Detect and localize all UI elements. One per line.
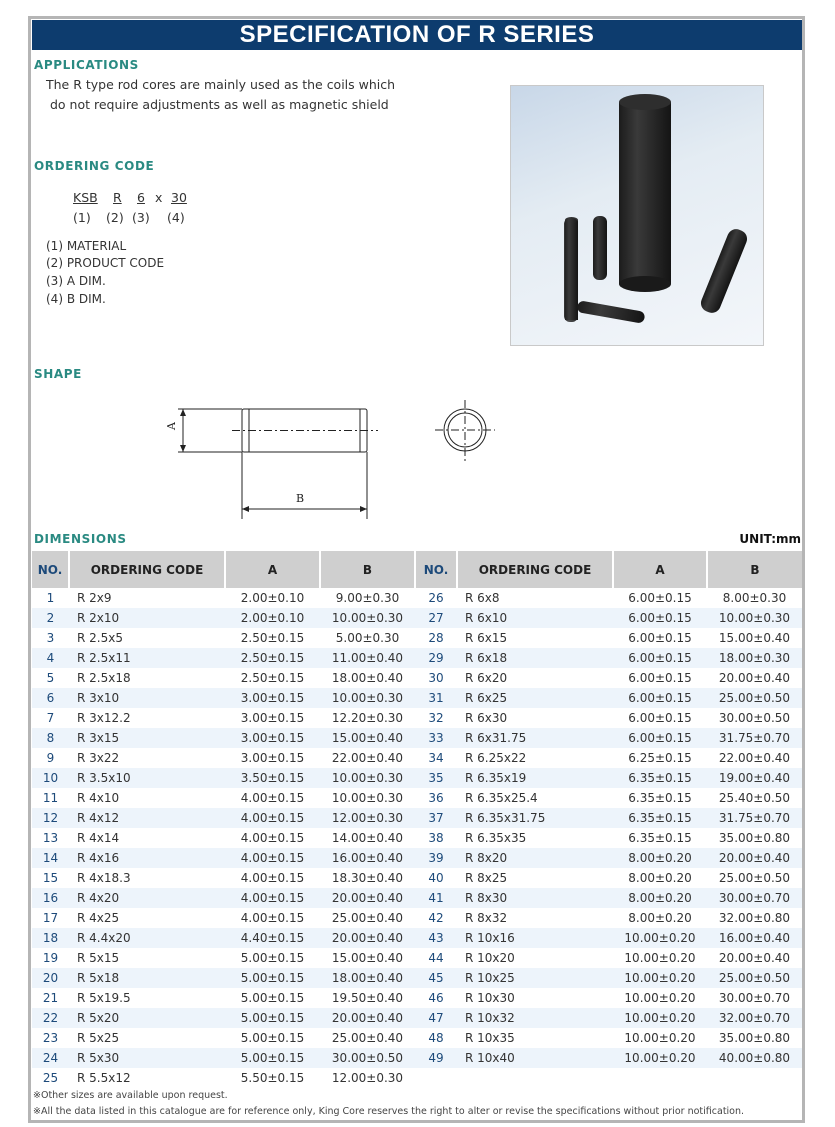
table-row <box>32 948 802 968</box>
cell-b: 19.00±0.40 <box>707 768 802 788</box>
cell-a: 4.00±0.15 <box>225 788 320 808</box>
cell-no: 24 <box>32 1048 69 1068</box>
cell-ordering-code: R 6x31.75 <box>457 728 613 748</box>
cell-ordering-code: R 10x30 <box>457 988 613 1008</box>
cell-b: 15.00±0.40 <box>320 948 415 968</box>
cell-ordering-code: R 8x32 <box>457 908 613 928</box>
cell-ordering-code: R 10x40 <box>457 1048 613 1068</box>
cell-a: 3.50±0.15 <box>225 768 320 788</box>
cell-a: 3.00±0.15 <box>225 688 320 708</box>
cell-ordering-code: R 6x18 <box>457 648 613 668</box>
cell-a: 6.00±0.15 <box>613 628 707 648</box>
cell-ordering-code: R 10x20 <box>457 948 613 968</box>
cell-b: 35.00±0.80 <box>707 828 802 848</box>
header-no-2: NO. <box>415 551 457 588</box>
cell-no: 7 <box>32 708 69 728</box>
unit-label: UNIT:mm <box>739 532 801 546</box>
table-row <box>32 828 802 848</box>
cell-ordering-code: R 6.35x35 <box>457 828 613 848</box>
table-row <box>32 848 802 868</box>
cell-a: 6.00±0.15 <box>613 608 707 628</box>
table-row <box>32 928 802 948</box>
shape-label-a: A <box>165 422 178 430</box>
cell-a: 6.00±0.15 <box>613 588 707 608</box>
page-title: SPECIFICATION OF R SERIES <box>32 20 802 50</box>
cell-b: 18.30±0.40 <box>320 868 415 888</box>
cell-b: 20.00±0.40 <box>320 928 415 948</box>
cell-ordering-code: R 6x25 <box>457 688 613 708</box>
cell-b: 5.00±0.30 <box>320 628 415 648</box>
cell-b: 12.00±0.30 <box>320 808 415 828</box>
cell-no: 12 <box>32 808 69 828</box>
cell-no: 17 <box>32 908 69 928</box>
table-row <box>32 768 802 788</box>
cell-ordering-code: R 10x32 <box>457 1008 613 1028</box>
cell-a: 2.00±0.10 <box>225 608 320 628</box>
cell-ordering-code: R 3x10 <box>69 688 225 708</box>
cell-ordering-code: R 2.5x18 <box>69 668 225 688</box>
cell-b: 20.00±0.40 <box>707 948 802 968</box>
cell-a: 8.00±0.20 <box>613 888 707 908</box>
cell-a: 6.00±0.15 <box>613 708 707 728</box>
cell-ordering-code: R 4x20 <box>69 888 225 908</box>
cell-no: 48 <box>415 1028 457 1048</box>
code-part-x: x <box>155 190 163 205</box>
cell-b: 11.00±0.40 <box>320 648 415 668</box>
cell-no: 4 <box>32 648 69 668</box>
cell-ordering-code: R 2x9 <box>69 588 225 608</box>
header-ordering-code-2: ORDERING CODE <box>457 551 613 588</box>
cell-a: 2.50±0.15 <box>225 628 320 648</box>
cell-b: 30.00±0.70 <box>707 888 802 908</box>
cell-ordering-code: R 3x15 <box>69 728 225 748</box>
cell-a: 4.00±0.15 <box>225 808 320 828</box>
cell-b: 30.00±0.50 <box>320 1048 415 1068</box>
cell-a: 2.00±0.10 <box>225 588 320 608</box>
cell-b: 14.00±0.40 <box>320 828 415 848</box>
cell-ordering-code: R 6x30 <box>457 708 613 728</box>
cell-no: 29 <box>415 648 457 668</box>
cell-a: 10.00±0.20 <box>613 1008 707 1028</box>
cell-no: 18 <box>32 928 69 948</box>
cell-no: 35 <box>415 768 457 788</box>
cell-ordering-code: R 2.5x11 <box>69 648 225 668</box>
cell-no: 36 <box>415 788 457 808</box>
dimensions-table <box>32 551 802 1088</box>
dimensions-heading: DIMENSIONS <box>34 532 127 546</box>
shape-label-b: B <box>296 492 305 505</box>
cell-a: 10.00±0.20 <box>613 928 707 948</box>
cell-ordering-code: R 5x18 <box>69 968 225 988</box>
cell-b: 22.00±0.40 <box>707 748 802 768</box>
legend-a-dim: (3) A DIM. <box>46 274 106 288</box>
cell-no: 31 <box>415 688 457 708</box>
cell-ordering-code: R 6x15 <box>457 628 613 648</box>
cell-no: 38 <box>415 828 457 848</box>
cell-ordering-code: R 5.5x12 <box>69 1068 225 1088</box>
code-index-2: (2) <box>106 210 124 225</box>
code-part-b: 30 <box>171 190 187 205</box>
cell-no: 46 <box>415 988 457 1008</box>
cell-ordering-code: R 4x14 <box>69 828 225 848</box>
legend-material: (1) MATERIAL <box>46 239 127 253</box>
cell-b: 30.00±0.50 <box>707 708 802 728</box>
cell-a: 6.00±0.15 <box>613 648 707 668</box>
cell-no: 45 <box>415 968 457 988</box>
cell-no <box>415 1068 457 1088</box>
cell-ordering-code: R 8x20 <box>457 848 613 868</box>
cell-no: 19 <box>32 948 69 968</box>
table-row <box>32 748 802 768</box>
cell-b: 20.00±0.40 <box>707 848 802 868</box>
cell-ordering-code: R 10x16 <box>457 928 613 948</box>
cell-no: 23 <box>32 1028 69 1048</box>
cell-ordering-code: R 4x12 <box>69 808 225 828</box>
cell-ordering-code: R 4x25 <box>69 908 225 928</box>
cell-ordering-code: R 5x19.5 <box>69 988 225 1008</box>
cell-b <box>707 1068 802 1088</box>
product-photo <box>510 85 764 346</box>
note-disclaimer: ※All the data listed in this catalogue are for reference only, King Core reserves the right to alter or revise the specifications without prior notification. <box>33 1106 745 1117</box>
rod-cores-image <box>511 86 763 345</box>
cell-ordering-code: R 4x18.3 <box>69 868 225 888</box>
table-row <box>32 608 802 628</box>
cell-no: 11 <box>32 788 69 808</box>
code-part-material: KSB <box>73 190 98 205</box>
cell-no: 14 <box>32 848 69 868</box>
cell-no: 9 <box>32 748 69 768</box>
cell-no: 1 <box>32 588 69 608</box>
applications-heading: APPLICATIONS <box>34 58 139 72</box>
cell-no: 39 <box>415 848 457 868</box>
cell-b: 15.00±0.40 <box>320 728 415 748</box>
cell-b: 15.00±0.40 <box>707 628 802 648</box>
header-b-2: B <box>707 551 802 588</box>
legend-product-code: (2) PRODUCT CODE <box>46 256 165 270</box>
cell-b: 30.00±0.70 <box>707 988 802 1008</box>
cell-a: 6.35±0.15 <box>613 808 707 828</box>
cell-ordering-code: R 5x25 <box>69 1028 225 1048</box>
applications-line-2: do not require adjustments as well as magnetic shield <box>50 97 389 112</box>
table-row <box>32 628 802 648</box>
cell-no: 16 <box>32 888 69 908</box>
cell-ordering-code: R 8x25 <box>457 868 613 888</box>
cell-a: 5.00±0.15 <box>225 988 320 1008</box>
cell-b: 32.00±0.70 <box>707 1008 802 1028</box>
cell-no: 10 <box>32 768 69 788</box>
cell-no: 43 <box>415 928 457 948</box>
cell-no: 5 <box>32 668 69 688</box>
table-row <box>32 688 802 708</box>
cell-a: 10.00±0.20 <box>613 1048 707 1068</box>
cell-b: 20.00±0.40 <box>320 1008 415 1028</box>
code-index-3: (3) <box>132 210 150 225</box>
cell-no: 8 <box>32 728 69 748</box>
cell-b: 12.20±0.30 <box>320 708 415 728</box>
cell-no: 2 <box>32 608 69 628</box>
cell-a: 2.50±0.15 <box>225 648 320 668</box>
cell-a: 2.50±0.15 <box>225 668 320 688</box>
cell-ordering-code: R 3.5x10 <box>69 768 225 788</box>
cell-a: 6.25±0.15 <box>613 748 707 768</box>
cell-no: 42 <box>415 908 457 928</box>
cell-b: 10.00±0.30 <box>320 688 415 708</box>
cell-ordering-code: R 3x12.2 <box>69 708 225 728</box>
cell-ordering-code: R 5x20 <box>69 1008 225 1028</box>
cell-a: 5.00±0.15 <box>225 1048 320 1068</box>
cell-b: 25.00±0.50 <box>707 968 802 988</box>
cell-ordering-code: R 2.5x5 <box>69 628 225 648</box>
ordering-code-heading: ORDERING CODE <box>34 159 155 173</box>
shape-heading: SHAPE <box>34 367 82 381</box>
table-row <box>32 888 802 908</box>
cell-a: 6.00±0.15 <box>613 728 707 748</box>
applications-line-1: The R type rod cores are mainly used as the coils which <box>46 77 396 92</box>
cell-no: 33 <box>415 728 457 748</box>
cell-a: 8.00±0.20 <box>613 848 707 868</box>
cell-a: 4.00±0.15 <box>225 868 320 888</box>
table-row <box>32 908 802 928</box>
cell-ordering-code: R 6x20 <box>457 668 613 688</box>
cell-b: 32.00±0.80 <box>707 908 802 928</box>
cell-ordering-code: R 5x30 <box>69 1048 225 1068</box>
cell-b: 25.00±0.40 <box>320 908 415 928</box>
cell-no: 22 <box>32 1008 69 1028</box>
cell-b: 31.75±0.70 <box>707 728 802 748</box>
header-no: NO. <box>32 551 69 588</box>
cell-ordering-code: R 6.35x25.4 <box>457 788 613 808</box>
cell-ordering-code: R 2x10 <box>69 608 225 628</box>
cell-no: 6 <box>32 688 69 708</box>
cell-no: 40 <box>415 868 457 888</box>
table-row <box>32 1028 802 1048</box>
cell-ordering-code <box>457 1068 613 1088</box>
cell-no: 13 <box>32 828 69 848</box>
cell-b: 18.00±0.30 <box>707 648 802 668</box>
table-row <box>32 728 802 748</box>
header-ordering-code: ORDERING CODE <box>69 551 225 588</box>
cell-a: 5.50±0.15 <box>225 1068 320 1088</box>
shape-drawing <box>150 396 510 524</box>
header-a: A <box>225 551 320 588</box>
cell-b: 10.00±0.30 <box>320 788 415 808</box>
cell-a: 10.00±0.20 <box>613 968 707 988</box>
cell-b: 31.75±0.70 <box>707 808 802 828</box>
cell-ordering-code: R 6.35x19 <box>457 768 613 788</box>
cell-a: 3.00±0.15 <box>225 748 320 768</box>
cell-no: 26 <box>415 588 457 608</box>
cell-a: 10.00±0.20 <box>613 1028 707 1048</box>
cell-b: 25.40±0.50 <box>707 788 802 808</box>
cell-b: 10.00±0.30 <box>707 608 802 628</box>
legend-b-dim: (4) B DIM. <box>46 292 106 306</box>
table-row <box>32 868 802 888</box>
cell-a: 8.00±0.20 <box>613 908 707 928</box>
cell-ordering-code: R 6x8 <box>457 588 613 608</box>
cell-no: 41 <box>415 888 457 908</box>
cell-a <box>613 1068 707 1088</box>
cell-a: 8.00±0.20 <box>613 868 707 888</box>
cell-b: 25.00±0.50 <box>707 688 802 708</box>
cell-a: 4.00±0.15 <box>225 848 320 868</box>
cell-no: 3 <box>32 628 69 648</box>
cell-a: 4.00±0.15 <box>225 828 320 848</box>
cell-b: 16.00±0.40 <box>320 848 415 868</box>
cell-no: 37 <box>415 808 457 828</box>
cell-a: 5.00±0.15 <box>225 948 320 968</box>
table-row <box>32 588 802 608</box>
cell-a: 3.00±0.15 <box>225 708 320 728</box>
cell-no: 44 <box>415 948 457 968</box>
cell-b: 20.00±0.40 <box>707 668 802 688</box>
cell-b: 20.00±0.40 <box>320 888 415 908</box>
cell-b: 8.00±0.30 <box>707 588 802 608</box>
cell-no: 30 <box>415 668 457 688</box>
cell-ordering-code: R 3x22 <box>69 748 225 768</box>
cell-a: 6.00±0.15 <box>613 688 707 708</box>
cell-a: 4.00±0.15 <box>225 908 320 928</box>
cell-ordering-code: R 5x15 <box>69 948 225 968</box>
cell-b: 35.00±0.80 <box>707 1028 802 1048</box>
table-row <box>32 648 802 668</box>
cell-a: 6.35±0.15 <box>613 828 707 848</box>
header-a-2: A <box>613 551 707 588</box>
cell-ordering-code: R 4x16 <box>69 848 225 868</box>
code-part-a: 6 <box>137 190 145 205</box>
cell-no: 49 <box>415 1048 457 1068</box>
table-row <box>32 1068 802 1088</box>
cell-no: 47 <box>415 1008 457 1028</box>
table-header-row <box>32 551 802 588</box>
cell-b: 16.00±0.40 <box>707 928 802 948</box>
cell-a: 6.35±0.15 <box>613 768 707 788</box>
cell-ordering-code: R 4.4x20 <box>69 928 225 948</box>
note-other-sizes: ※Other sizes are available upon request. <box>33 1090 228 1101</box>
cell-no: 20 <box>32 968 69 988</box>
table-row <box>32 788 802 808</box>
cell-no: 28 <box>415 628 457 648</box>
cell-ordering-code: R 10x35 <box>457 1028 613 1048</box>
cell-b: 10.00±0.30 <box>320 768 415 788</box>
cell-ordering-code: R 6.25x22 <box>457 748 613 768</box>
cell-ordering-code: R 8x30 <box>457 888 613 908</box>
cell-b: 19.50±0.40 <box>320 988 415 1008</box>
cell-ordering-code: R 10x25 <box>457 968 613 988</box>
table-row <box>32 988 802 1008</box>
code-index-1: (1) <box>73 210 91 225</box>
cell-b: 22.00±0.40 <box>320 748 415 768</box>
cell-b: 18.00±0.40 <box>320 968 415 988</box>
cell-b: 18.00±0.40 <box>320 668 415 688</box>
cell-ordering-code: R 6x10 <box>457 608 613 628</box>
cell-b: 25.00±0.40 <box>320 1028 415 1048</box>
table-row <box>32 1008 802 1028</box>
cell-ordering-code: R 4x10 <box>69 788 225 808</box>
table-row <box>32 968 802 988</box>
code-part-product: R <box>113 190 122 205</box>
cell-a: 3.00±0.15 <box>225 728 320 748</box>
cell-b: 25.00±0.50 <box>707 868 802 888</box>
table-row <box>32 708 802 728</box>
cell-a: 6.35±0.15 <box>613 788 707 808</box>
cell-no: 27 <box>415 608 457 628</box>
cell-a: 10.00±0.20 <box>613 948 707 968</box>
table-row <box>32 1048 802 1068</box>
cell-no: 15 <box>32 868 69 888</box>
table-row <box>32 808 802 828</box>
code-index-4: (4) <box>167 210 185 225</box>
cell-a: 5.00±0.15 <box>225 1028 320 1048</box>
cell-ordering-code: R 6.35x31.75 <box>457 808 613 828</box>
cell-no: 32 <box>415 708 457 728</box>
cell-no: 34 <box>415 748 457 768</box>
cell-b: 12.00±0.30 <box>320 1068 415 1088</box>
cell-a: 4.00±0.15 <box>225 888 320 908</box>
table-row <box>32 668 802 688</box>
cell-a: 10.00±0.20 <box>613 988 707 1008</box>
cell-b: 40.00±0.80 <box>707 1048 802 1068</box>
cell-a: 6.00±0.15 <box>613 668 707 688</box>
cell-b: 10.00±0.30 <box>320 608 415 628</box>
cell-a: 4.40±0.15 <box>225 928 320 948</box>
cell-a: 5.00±0.15 <box>225 1008 320 1028</box>
cell-no: 21 <box>32 988 69 1008</box>
cell-a: 5.00±0.15 <box>225 968 320 988</box>
header-b: B <box>320 551 415 588</box>
cell-b: 9.00±0.30 <box>320 588 415 608</box>
cell-no: 25 <box>32 1068 69 1088</box>
